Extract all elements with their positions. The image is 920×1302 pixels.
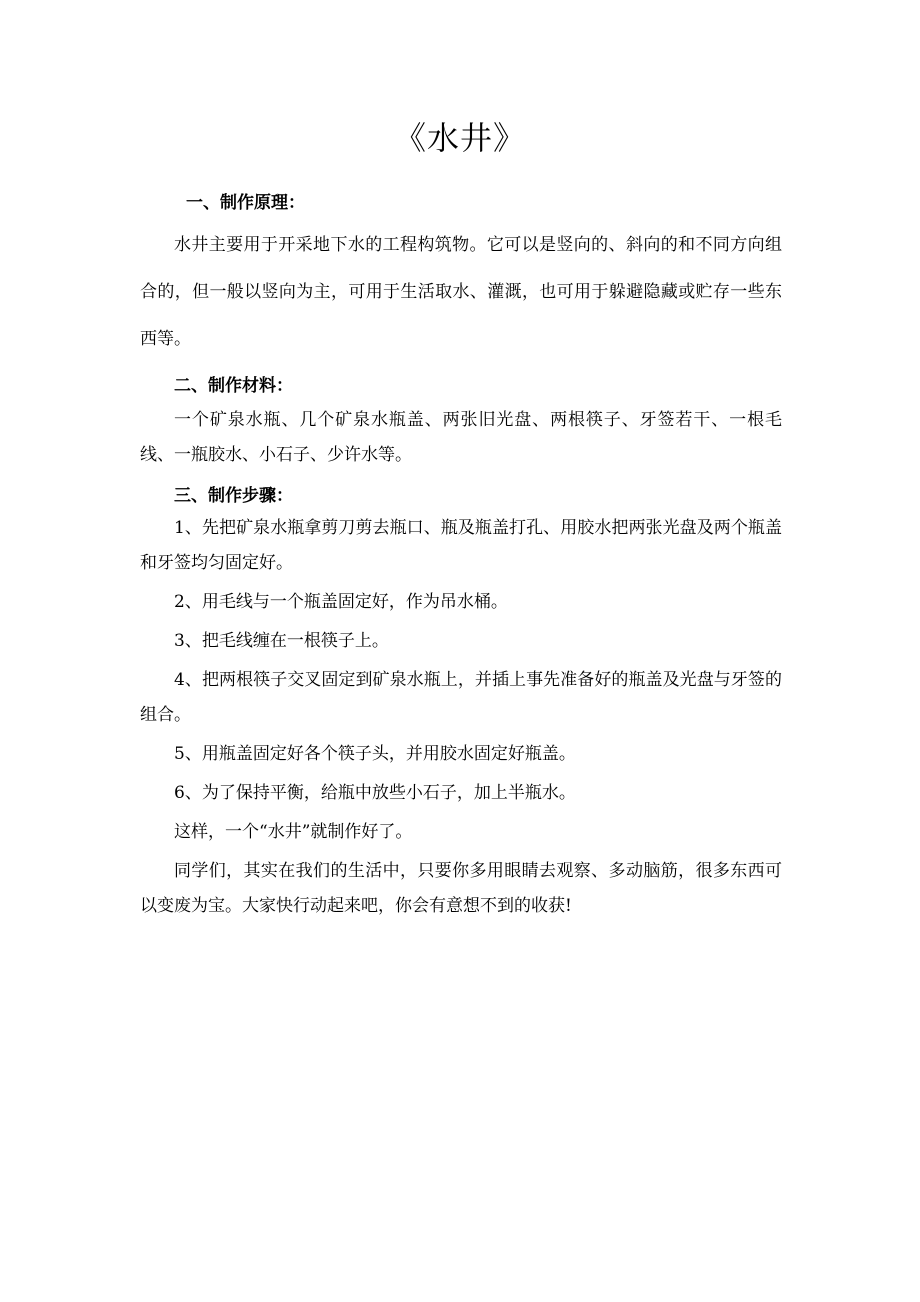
principle-paragraph: 水井主要用于开采地下水的工程构筑物。它可以是竖向的、斜向的和不同方向组合的，但一般以竖向为主，可用于生活取水、灌溉，也可用于躲避隐藏或贮存一些东西等。: [140, 235, 782, 349]
closing-paragraph: 同学们，其实在我们的生活中，只要你多用眼睛去观察、多动脑筋，很多东西可以变废为宝。大家快行动起来吧，你会有意想不到的收获!: [140, 861, 782, 916]
document-body: [140, 186, 782, 924]
conclusion-paragraph: 这样，一个“水井”就制作好了。: [174, 822, 413, 842]
step-4: 4、把两根筷子交叉固定到矿泉水瓶上，并插上事先准备好的瓶盖及光盘与牙签的组合。: [140, 670, 782, 725]
step-5: 5、用瓶盖固定好各个筷子头，并用胶水固定好瓶盖。: [174, 744, 576, 764]
step-2: 2、用毛线与一个瓶盖固定好，作为吊水桶。: [174, 592, 508, 612]
section-heading-materials: 二、制作材料：: [174, 376, 293, 396]
section-heading-steps: 三、制作步骤：: [174, 486, 293, 506]
document-title: 《水井》: [393, 119, 526, 157]
step-3: 3、把毛线缠在一根筷子上。: [174, 631, 389, 651]
step-1: 1、先把矿泉水瓶拿剪刀剪去瓶口、瓶及瓶盖打孔、用胶水把两张光盘及两个瓶盖和牙签均匀固定好。: [140, 518, 782, 573]
materials-paragraph: 一个矿泉水瓶、几个矿泉水瓶盖、两张旧光盘、两根筷子、牙签若干、一根毛线、一瓶胶水、小石子、少许水等。: [140, 410, 782, 465]
step-6: 6、为了保持平衡，给瓶中放些小石子，加上半瓶水。: [174, 783, 576, 803]
section-heading-principle: 一、制作原理：: [186, 193, 305, 213]
